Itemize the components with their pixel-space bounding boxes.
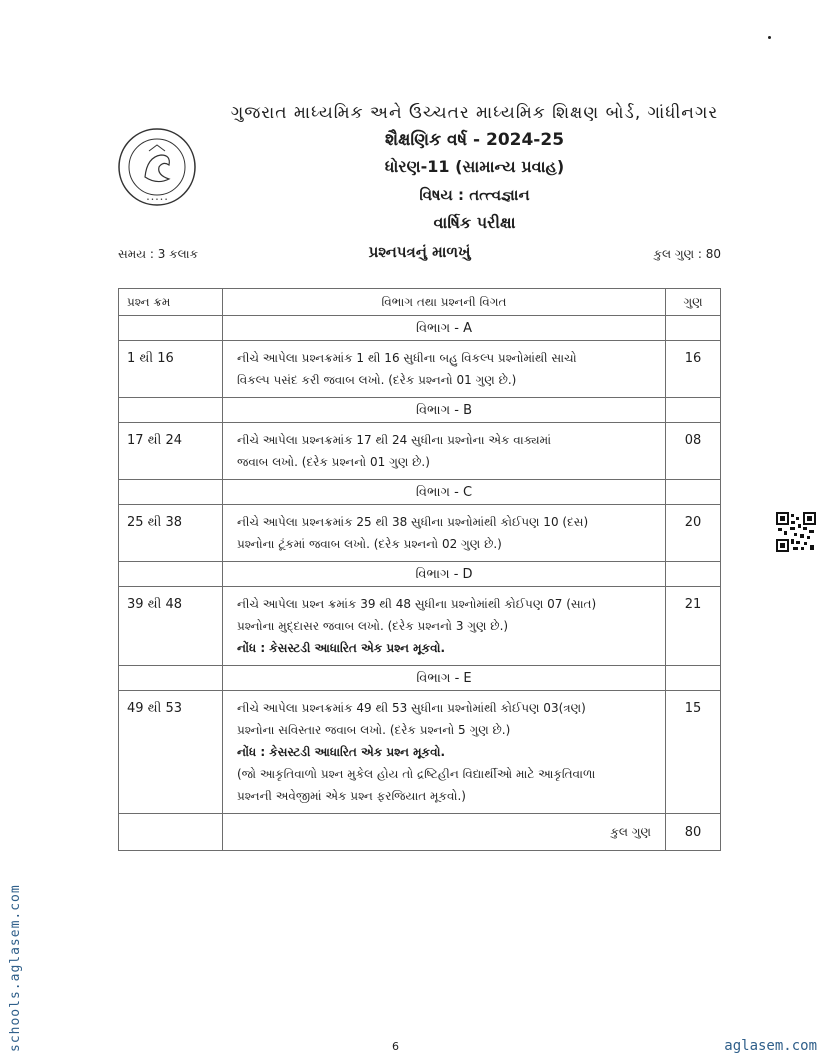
section-description: નીચે આપેલા પ્રશ્નક્રમાંક 1 થી 16 સુધીના બહુ વિકલ્પ પ્રશ્નોમાંથી સાચો વિકલ્પ પસંદ કરી જવાબ લખો. (દરેક પ્રશ્નનો 01 ગુણ છે.) <box>223 341 666 398</box>
question-range: 1 થી 16 <box>119 341 223 398</box>
subject: વિષય : તત્ત્વજ્ઞાન <box>419 186 530 204</box>
bottom-watermark: aglasem.com <box>724 1038 817 1054</box>
section-note-extra: (જો આકૃતિવાળો પ્રશ્ન મુકેલ હોય તો દ્રષ્ટિહીન વિદ્યાર્થીઓ માટે આકૃતિવાળા <box>237 767 596 781</box>
section-title: વિભાગ - B <box>223 398 666 423</box>
section-marks: 16 <box>666 341 721 398</box>
total-value: 80 <box>666 814 721 851</box>
academic-year: શૈક્ષણિક વર્ષ - 2024-25 <box>384 130 565 150</box>
section-description: નીચે આપેલા પ્રશ્નક્રમાંક 49 થી 53 સુધીના પ્રશ્નોમાંથી કોઈપણ 03(ત્રણ) પ્રશ્નોના સવિસ્તાર જવાબ લખો. (દરેક પ્રશ્નનો 5 ગુણ છે.) નોંધ : કેસસ્ટડી આધારિત એક પ્રશ્ન મૂકવો. (જો આકૃતિવાળો પ્રશ્ન મુકેલ હોય તો દ્રષ્ટિહીન વિદ્યાર્થીઓ માટે આકૃતિવાળા પ્રશ્નની અવેજીમાં એક પ્રશ્ન ફરજિયાત મૂકવો.) <box>223 691 666 814</box>
total-row <box>119 814 721 851</box>
table-row <box>119 505 721 562</box>
scan-speck <box>768 36 771 39</box>
exam-type: વાર્ષિક પરીક્ષા <box>433 213 516 232</box>
meta-row <box>118 245 721 265</box>
section-note: નોંધ : કેસસ્ટડી આધારિત એક પ્રશ્ન મૂકવો. <box>237 745 446 759</box>
exam-time: સમય : 3 કલાક <box>118 247 199 261</box>
section-title: વિભાગ - E <box>223 666 666 691</box>
question-range: 25 થી 38 <box>119 505 223 562</box>
section-description: નીચે આપેલા પ્રશ્ન ક્રમાંક 39 થી 48 સુધીના પ્રશ્નોમાંથી કોઈપણ 07 (સાત) પ્રશ્નોના મુદ્દાસર જવાબ લખો. (દરેક પ્રશ્નનો 3 ગુણ છે.) નોંધ : કેસસ્ટડી આધારિત એક પ્રશ્ન મૂકવો. <box>223 587 666 666</box>
section-title: વિભાગ - A <box>223 316 666 341</box>
paper-structure-title: પ્રશ્નપત્રનું માળખું <box>368 243 471 261</box>
section-marks: 15 <box>666 691 721 814</box>
table-header-row <box>119 289 721 316</box>
section-marks: 20 <box>666 505 721 562</box>
table-row <box>119 341 721 398</box>
table-row <box>119 587 721 666</box>
total-label: કુલ ગુણ <box>223 814 666 851</box>
side-watermark: schools.aglasem.com <box>8 884 23 1052</box>
blueprint-table <box>118 288 721 851</box>
section-marks: 08 <box>666 423 721 480</box>
section-title: વિભાગ - C <box>223 480 666 505</box>
section-marks: 21 <box>666 587 721 666</box>
svg-text:• • • • •: • • • • • <box>146 197 168 203</box>
total-marks: કુલ ગુણ : 80 <box>653 247 721 261</box>
section-row <box>119 316 721 341</box>
table-row <box>119 423 721 480</box>
board-name: ગુજરાત માધ્યમિક અને ઉચ્ચતર માધ્યમિક શિક્ષણ બોર્ડ, ગાંધીનગર <box>230 103 719 123</box>
section-row <box>119 666 721 691</box>
section-description: નીચે આપેલા પ્રશ્નક્રમાંક 17 થી 24 સુધીના પ્રશ્નોના એક વાક્યમાં જવાબ લખો. (દરેક પ્રશ્નનો 01 ગુણ છે.) <box>223 423 666 480</box>
section-note-extra: પ્રશ્નની અવેજીમાં એક પ્રશ્ન ફરજિયાત મૂકવો.) <box>237 789 466 803</box>
page-number: 6 <box>392 1040 399 1053</box>
section-row <box>119 480 721 505</box>
section-title: વિભાગ - D <box>223 562 666 587</box>
section-description: નીચે આપેલા પ્રશ્નક્રમાંક 25 થી 38 સુધીના પ્રશ્નોમાંથી કોઈપણ 10 (દસ) પ્રશ્નોના ટૂંકમાં જવાબ લખો. (દરેક પ્રશ્નનો 02 ગુણ છે.) <box>223 505 666 562</box>
header-question-no: પ્રશ્ન ક્રમ <box>119 289 223 316</box>
qr-code-icon <box>776 512 816 552</box>
section-row <box>119 398 721 423</box>
standard-stream: ધોરણ-11 (સામાન્ય પ્રવાહ) <box>384 157 565 176</box>
header-marks: ગુણ <box>666 289 721 316</box>
header-details: વિભાગ તથા પ્રશ્નની વિગત <box>223 289 666 316</box>
question-range: 39 થી 48 <box>119 587 223 666</box>
question-range: 49 થી 53 <box>119 691 223 814</box>
question-range: 17 થી 24 <box>119 423 223 480</box>
section-note: નોંધ : કેસસ્ટડી આધારિત એક પ્રશ્ન મૂકવો. <box>237 641 446 655</box>
section-row <box>119 562 721 587</box>
table-row <box>119 691 721 814</box>
